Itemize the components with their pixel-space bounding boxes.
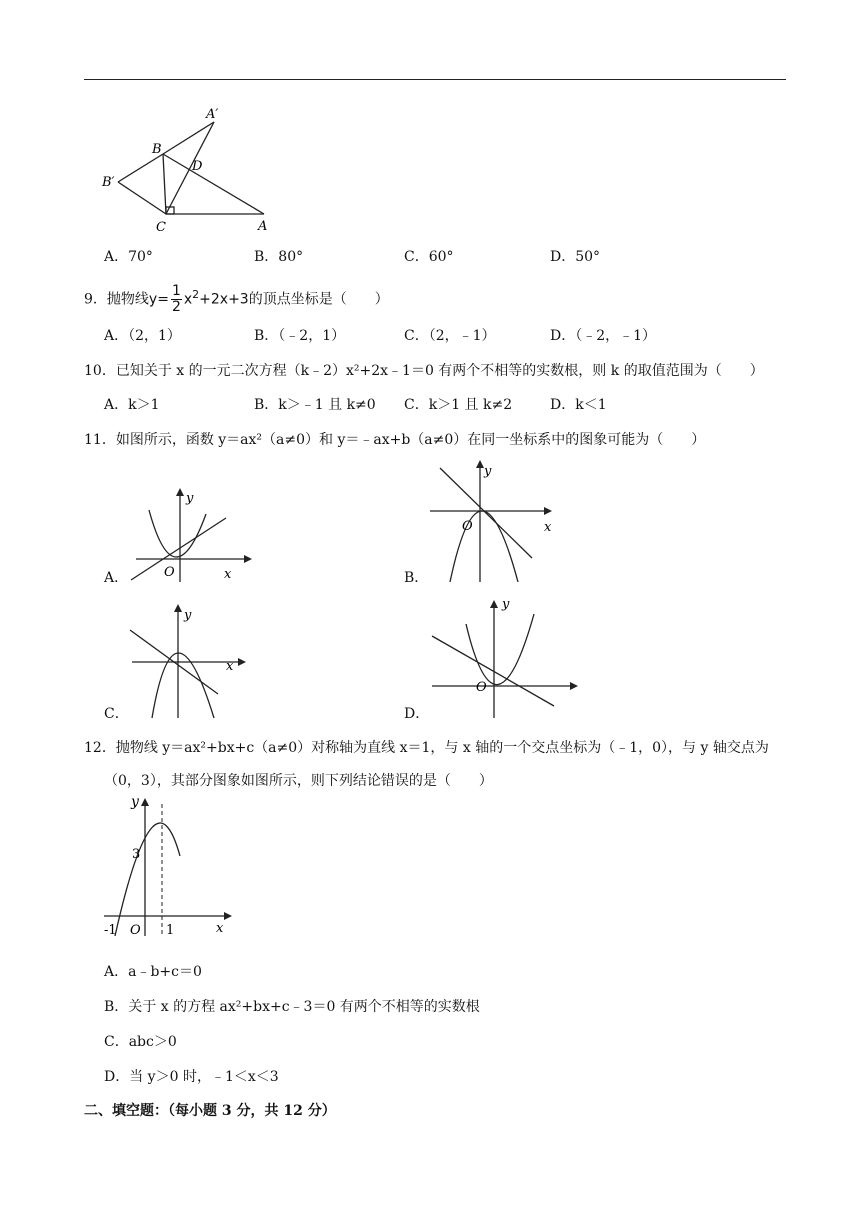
q11-graph-b [424, 458, 564, 584]
q9-option-c: C．（2，﹣1） [404, 328, 496, 344]
q11-d-o-label: O [476, 680, 487, 695]
q11-d-y-label: y [502, 597, 510, 612]
q12-stem-line1: 12．抛物线 y＝ax²+bx+c（a≠0）对称轴为直线 x＝1，与 x 轴的一个交点坐标为（﹣1，0），与 y 轴交点为 [84, 740, 769, 756]
q12-option-b: B．关于 x 的方程 ax²+bx+c﹣3＝0 有两个不相等的实数根 [104, 999, 480, 1015]
q11-stem: 11．如图所示，函数 y＝ax²（a≠0）和 y＝﹣ax+b（a≠0）在同一坐标系中的图象可能为（ ） [84, 432, 706, 448]
q11-graph-d [428, 594, 580, 720]
q11-option-a: A． [104, 570, 129, 586]
q12-option-a: A．a﹣b+c＝0 [104, 964, 202, 980]
q11-option-c: C． [104, 706, 129, 722]
section-2-heading: 二、填空题：（每小题 3 分，共 12 分） [84, 1103, 336, 1119]
q9-fraction-num: 1 [171, 283, 181, 299]
q11-b-x-label: x [544, 520, 552, 535]
q9-option-a: A．（2，1） [104, 328, 181, 344]
q11-a-o-label: O [164, 565, 175, 580]
label-d: D [192, 159, 203, 174]
q11-b-y-label: y [484, 464, 492, 479]
q11-b-o-label: O [462, 519, 473, 534]
label-b-prime: B′ [102, 175, 115, 190]
q9-formula-y: y= [148, 291, 169, 308]
q9-stem-after: 的顶点坐标是（ ） [248, 291, 389, 308]
q9-option-b: B．（﹣2，1） [254, 328, 346, 344]
label-a: A [258, 219, 268, 234]
q9-fraction-den: 2 [171, 299, 181, 315]
label-c: C [156, 220, 166, 235]
q8-option-b: B．80° [254, 249, 304, 265]
label-a-prime: A′ [206, 107, 219, 122]
q11-a-x-label: x [224, 567, 232, 582]
q12-x-label: x [216, 921, 224, 936]
q9-formula-sup: 2 [192, 287, 200, 301]
label-b: B [152, 142, 162, 157]
q12-option-d: D．当 y＞0 时，﹣1＜x＜3 [104, 1069, 279, 1085]
q11-graph-c [128, 602, 254, 720]
q8-option-d: D．50° [550, 249, 601, 265]
q12-parabola-graph [100, 790, 236, 940]
q9-formula-x: x [183, 291, 193, 308]
q11-a-y-label: y [186, 491, 194, 506]
q8-triangle-figure [98, 104, 278, 238]
q10-option-c: C．k＞1 且 k≠2 [404, 397, 513, 413]
q9-formula-rest: +2x+3 [199, 291, 249, 308]
q11-option-b: B． [404, 570, 429, 586]
q9-fraction [171, 284, 182, 315]
q9-number: 9． [84, 291, 107, 308]
q10-option-a: A．k＞1 [104, 397, 160, 413]
q12-one-label: 1 [166, 923, 175, 938]
q12-o-label: O [130, 923, 141, 938]
q9-stem [84, 284, 389, 315]
q12-y-label: y [131, 794, 139, 810]
q12-option-c: C．abc＞0 [104, 1034, 177, 1050]
q11-c-x-label: x [226, 659, 234, 674]
q12-three-label: 3 [132, 847, 141, 862]
q10-stem: 10．已知关于 x 的一元二次方程（k﹣2）x²+2x﹣1＝0 有两个不相等的实数根，则 k 的取值范围为（ ） [84, 363, 764, 379]
q11-graph-a [128, 488, 254, 584]
q9-option-d: D．（﹣2，﹣1） [550, 328, 657, 344]
q10-option-d: D．k＜1 [550, 397, 607, 413]
q8-option-a: A．70° [104, 249, 153, 265]
q8-option-c: C．60° [404, 249, 454, 265]
q12-neg1-label: -1 [104, 923, 117, 938]
q12-stem-line2: （0，3），其部分图象如图所示，则下列结论错误的是（ ） [104, 773, 493, 789]
header-rule [84, 79, 786, 80]
q11-option-d: D． [404, 706, 430, 722]
q10-option-b: B．k＞﹣1 且 k≠0 [254, 397, 376, 413]
q9-stem-before: 抛物线 [106, 291, 149, 308]
q11-c-y-label: y [184, 608, 192, 623]
